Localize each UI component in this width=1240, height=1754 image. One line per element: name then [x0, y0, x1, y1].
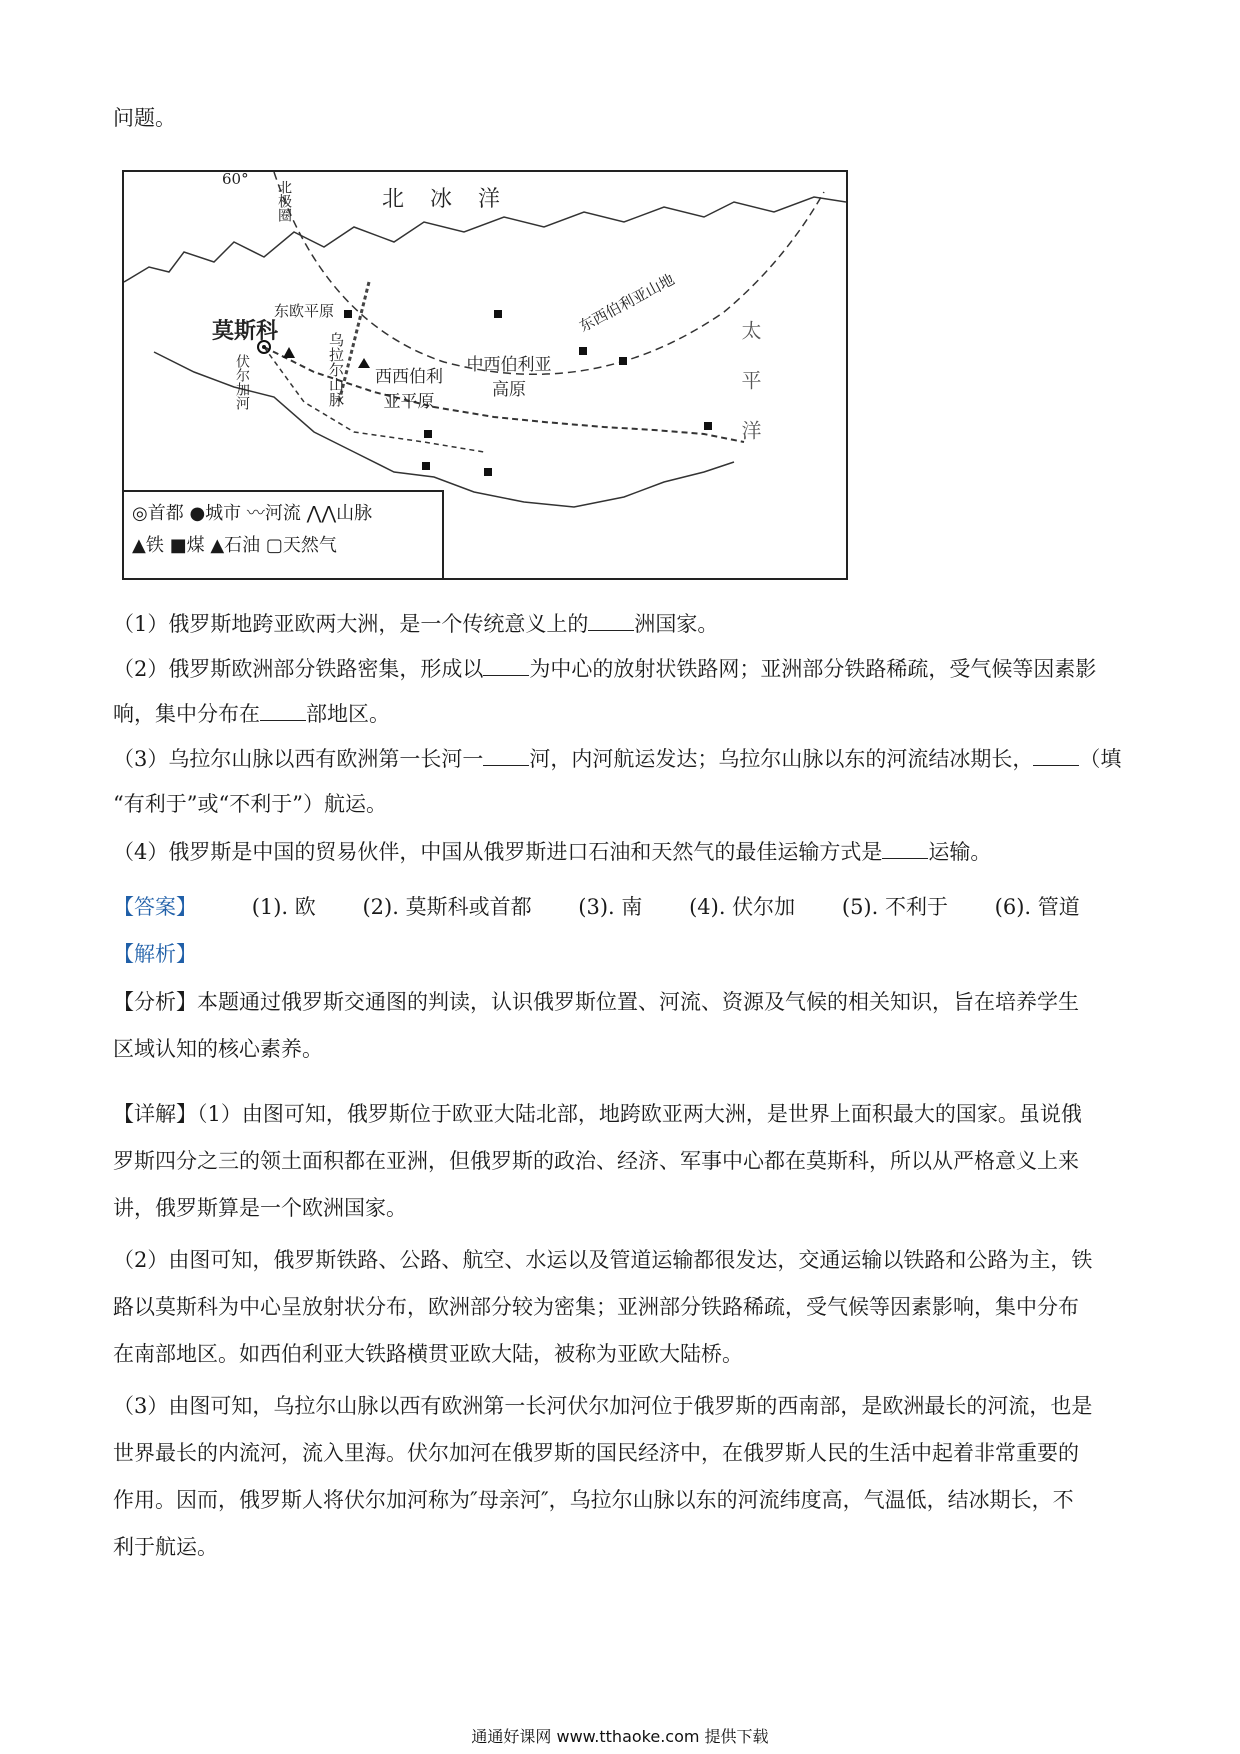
answer-blank[interactable] — [882, 840, 928, 859]
legend-capital: ◎首都 — [132, 503, 184, 524]
question-4: （4）俄罗斯是中国的贸易伙伴，中国从俄罗斯进口石油和天然气的最佳运输方式是 运输。 — [113, 840, 992, 864]
answer-item: (1). 欧 — [251, 895, 316, 919]
question-3-line-1: （3）乌拉尔山脉以西有欧洲第一长河一 河，内河航运发达；乌拉尔山脉以东的河流结冰期长， （填 — [113, 747, 1122, 771]
map-coal-marker — [424, 430, 432, 438]
answer-blank[interactable] — [483, 747, 529, 766]
answer-blank[interactable] — [1033, 747, 1079, 766]
map-capital-dot — [262, 345, 266, 349]
xiangjie-p1-line-3: 讲，俄罗斯算是一个欧洲国家。 — [113, 1196, 407, 1220]
answer-tag: 【答案】 — [113, 895, 197, 919]
map-label-arctic-ocean: 北冰洋 — [382, 187, 527, 212]
answer-item: (6). 管道 — [994, 895, 1080, 919]
legend-mountain: 山脉 — [336, 503, 373, 524]
map-label-central-siberia-plateau: 中西伯利亚高原 — [466, 355, 552, 400]
question-3-line-2: “有利于”或“不利于”）航运。 — [113, 792, 387, 816]
xiangjie-p3-line-3: 作用。因而，俄罗斯人将伏尔加河称为″母亲河″，乌拉尔山脉以东的河流纬度高，气温低，结冰期长，不 — [113, 1488, 1074, 1512]
map-label-west-siberia-plain: 西西伯利亚平原 — [375, 367, 443, 412]
analysis-fenxi-line-1: 【分析】本题通过俄罗斯交通图的判读，认识俄罗斯位置、河流、资源及气候的相关知识，旨在培养学生 — [113, 990, 1079, 1014]
xiangjie-p3-line-4: 利于航运。 — [113, 1535, 218, 1559]
legend-oil: ▲石油 — [210, 535, 261, 556]
answer-blank[interactable] — [260, 702, 306, 721]
xiangjie-p2-line-2: 路以莫斯科为中心呈放射状分布，欧洲部分较为密集；亚洲部分铁路稀疏，受气候等因素影响，集中分布 — [113, 1295, 1079, 1319]
map-label-60-degree: 60° — [222, 170, 249, 188]
map-coal-marker — [704, 422, 712, 430]
xiangjie-p1-line-1: 【详解】（1）由图可知，俄罗斯位于欧亚大陆北部，地跨欧亚两大洲，是世界上面积最大的国家。虽说俄 — [113, 1102, 1082, 1126]
legend-iron: ▲铁 — [132, 535, 164, 556]
answer-item: (5). 不利于 — [841, 895, 948, 919]
map-label-ural-mountains: 乌拉尔山脉 — [327, 332, 345, 407]
page-footer: 通通好课网 www.tthaoke.com 提供下载 — [471, 1727, 769, 1746]
analysis-tag: 【解析】 — [113, 942, 197, 966]
map-coal-marker — [579, 347, 587, 355]
map-coal-marker — [619, 357, 627, 365]
answer-item: (4). 伏尔加 — [689, 895, 796, 919]
xiangjie-tag: 【详解】 — [113, 1102, 197, 1126]
xiangjie-p1-line-2: 罗斯四分之三的领土面积都在亚洲，但俄罗斯的政治、经济、军事中心都在莫斯科，所以从严格意义上来 — [113, 1149, 1079, 1173]
map-label-east-siberia-mountains: 东西伯利亚山地 — [576, 270, 678, 336]
answer-item: (2). 莫斯科或首都 — [362, 895, 532, 919]
map-label-volga-river: 伏尔加河 — [234, 354, 250, 410]
legend-gas: ▢天然气 — [265, 535, 337, 556]
intro-text: 问题。 — [113, 106, 176, 130]
answer-item: (3). 南 — [578, 895, 643, 919]
russia-transport-map — [122, 170, 848, 580]
mountain-icon: ⋀⋀ — [306, 503, 337, 524]
xiangjie-p3-line-1: （3）由图可知，乌拉尔山脉以西有欧洲第一长河伏尔加河位于俄罗斯的西南部，是欧洲最长的河流，也是 — [113, 1394, 1093, 1418]
answer-row — [113, 893, 1120, 921]
legend-river: 河流 — [264, 503, 301, 524]
analysis-fenxi-line-2: 区域认知的核心素养。 — [113, 1037, 323, 1061]
question-1: （1）俄罗斯地跨亚欧两大洲，是一个传统意义上的 洲国家。 — [113, 612, 719, 636]
xiangjie-p3-line-2: 世界最长的内流河，流入里海。伏尔加河在俄罗斯的国民经济中，在俄罗斯人民的生活中起着非常重要的 — [113, 1441, 1079, 1465]
map-oil-marker — [283, 347, 295, 358]
legend-coal: ■煤 — [169, 535, 205, 556]
river-icon: 〰 — [246, 503, 265, 524]
answer-blank[interactable] — [483, 657, 529, 676]
xiangjie-p2-line-1: （2）由图可知，俄罗斯铁路、公路、航空、水运以及管道运输都很发达，交通运输以铁路和公路为主，铁 — [113, 1248, 1093, 1272]
map-coal-marker — [422, 462, 430, 470]
xiangjie-p2-line-3: 在南部地区。如西伯利亚大铁路横贯亚欧大陆，被称为亚欧大陆桥。 — [113, 1342, 743, 1366]
map-coal-marker — [494, 310, 502, 318]
map-label-arctic-circle: 北极圈 — [276, 180, 292, 222]
question-2-line-1: （2）俄罗斯欧洲部分铁路密集，形成以 为中心的放射状铁路网；亚洲部分铁路稀疏，受气候等因素影 — [113, 657, 1097, 681]
map-legend — [124, 490, 444, 578]
question-2-line-2: 响，集中分布在 部地区。 — [113, 702, 390, 726]
map-label-moscow: 莫斯科 — [212, 318, 279, 344]
map-label-pacific-ocean: 太平洋 — [738, 320, 762, 470]
fenxi-tag: 【分析】 — [113, 990, 197, 1014]
map-coal-marker — [484, 468, 492, 476]
map-label-east-europe-plain: 东欧平原 — [274, 302, 335, 320]
legend-city: ●城市 — [189, 503, 242, 524]
answer-blank[interactable] — [588, 612, 634, 631]
map-coal-marker — [344, 310, 352, 318]
